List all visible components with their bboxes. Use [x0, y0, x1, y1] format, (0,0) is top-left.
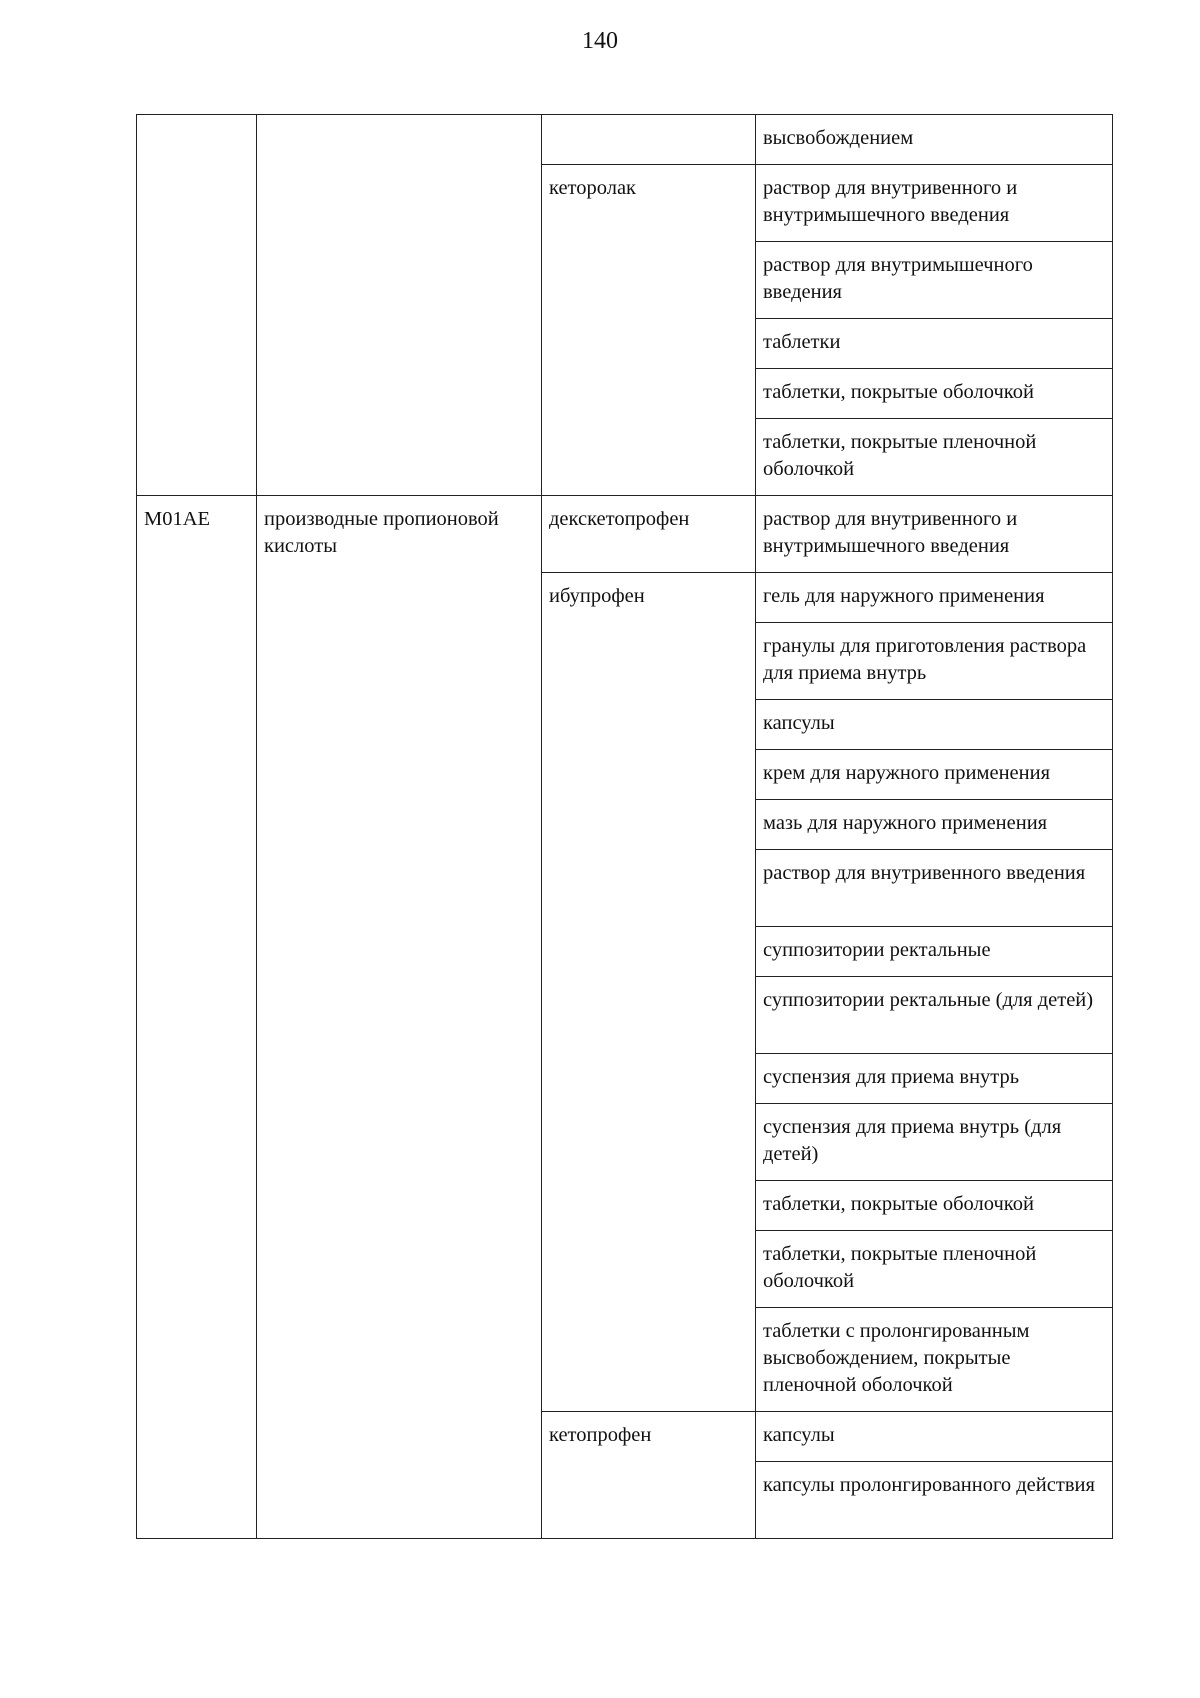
- drug-name-cell: [542, 115, 756, 165]
- page-number: 140: [582, 28, 618, 54]
- dosage-form-cell: гранулы для приготовления раствора для приема внутрь: [756, 623, 1113, 700]
- dosage-form-cell: суспензия для приема внутрь (для детей): [756, 1104, 1113, 1181]
- dosage-form-cell: таблетки, покрытые оболочкой: [756, 1181, 1113, 1231]
- table-row: [137, 496, 1113, 573]
- group-name-cell: производные пропионовой кислоты: [257, 496, 542, 1539]
- dosage-form-cell: суспензия для приема внутрь: [756, 1054, 1113, 1104]
- drug-table: [136, 114, 1113, 1539]
- dosage-form-cell: таблетки, покрытые пленочной оболочкой: [756, 1231, 1113, 1308]
- drug-name-cell: ибупрофен: [542, 573, 756, 1412]
- table-row: [137, 115, 1113, 165]
- dosage-form-cell: раствор для внутривенного и внутримышечного введения: [756, 496, 1113, 573]
- drug-name-cell: кеторолак: [542, 165, 756, 496]
- atc-code-cell: [137, 115, 257, 496]
- dosage-form-cell: гель для наружного применения: [756, 573, 1113, 623]
- dosage-form-cell: таблетки с пролонгированным высвобождением, покрытые пленочной оболочкой: [756, 1308, 1113, 1412]
- group-name-cell: [257, 115, 542, 496]
- drug-name-cell: кетопрофен: [542, 1412, 756, 1539]
- dosage-form-cell: раствор для внутримышечного введения: [756, 242, 1113, 319]
- drug-name-cell: декскетопрофен: [542, 496, 756, 573]
- dosage-form-cell: мазь для наружного применения: [756, 800, 1113, 850]
- dosage-form-cell: таблетки, покрытые оболочкой: [756, 369, 1113, 419]
- dosage-form-cell: капсулы: [756, 700, 1113, 750]
- atc-code-cell: M01AE: [137, 496, 257, 1539]
- dosage-form-cell: крем для наружного применения: [756, 750, 1113, 800]
- dosage-form-cell: таблетки: [756, 319, 1113, 369]
- dosage-form-cell: суппозитории ректальные (для детей): [756, 977, 1113, 1054]
- dosage-form-cell: суппозитории ректальные: [756, 927, 1113, 977]
- dosage-form-cell: капсулы пролонгированного действия: [756, 1462, 1113, 1539]
- dosage-form-cell: высвобождением: [756, 115, 1113, 165]
- dosage-form-cell: раствор для внутривенного и внутримышечного введения: [756, 165, 1113, 242]
- dosage-form-cell: капсулы: [756, 1412, 1113, 1462]
- dosage-form-cell: таблетки, покрытые пленочной оболочкой: [756, 419, 1113, 496]
- dosage-form-cell: раствор для внутривенного введения: [756, 850, 1113, 927]
